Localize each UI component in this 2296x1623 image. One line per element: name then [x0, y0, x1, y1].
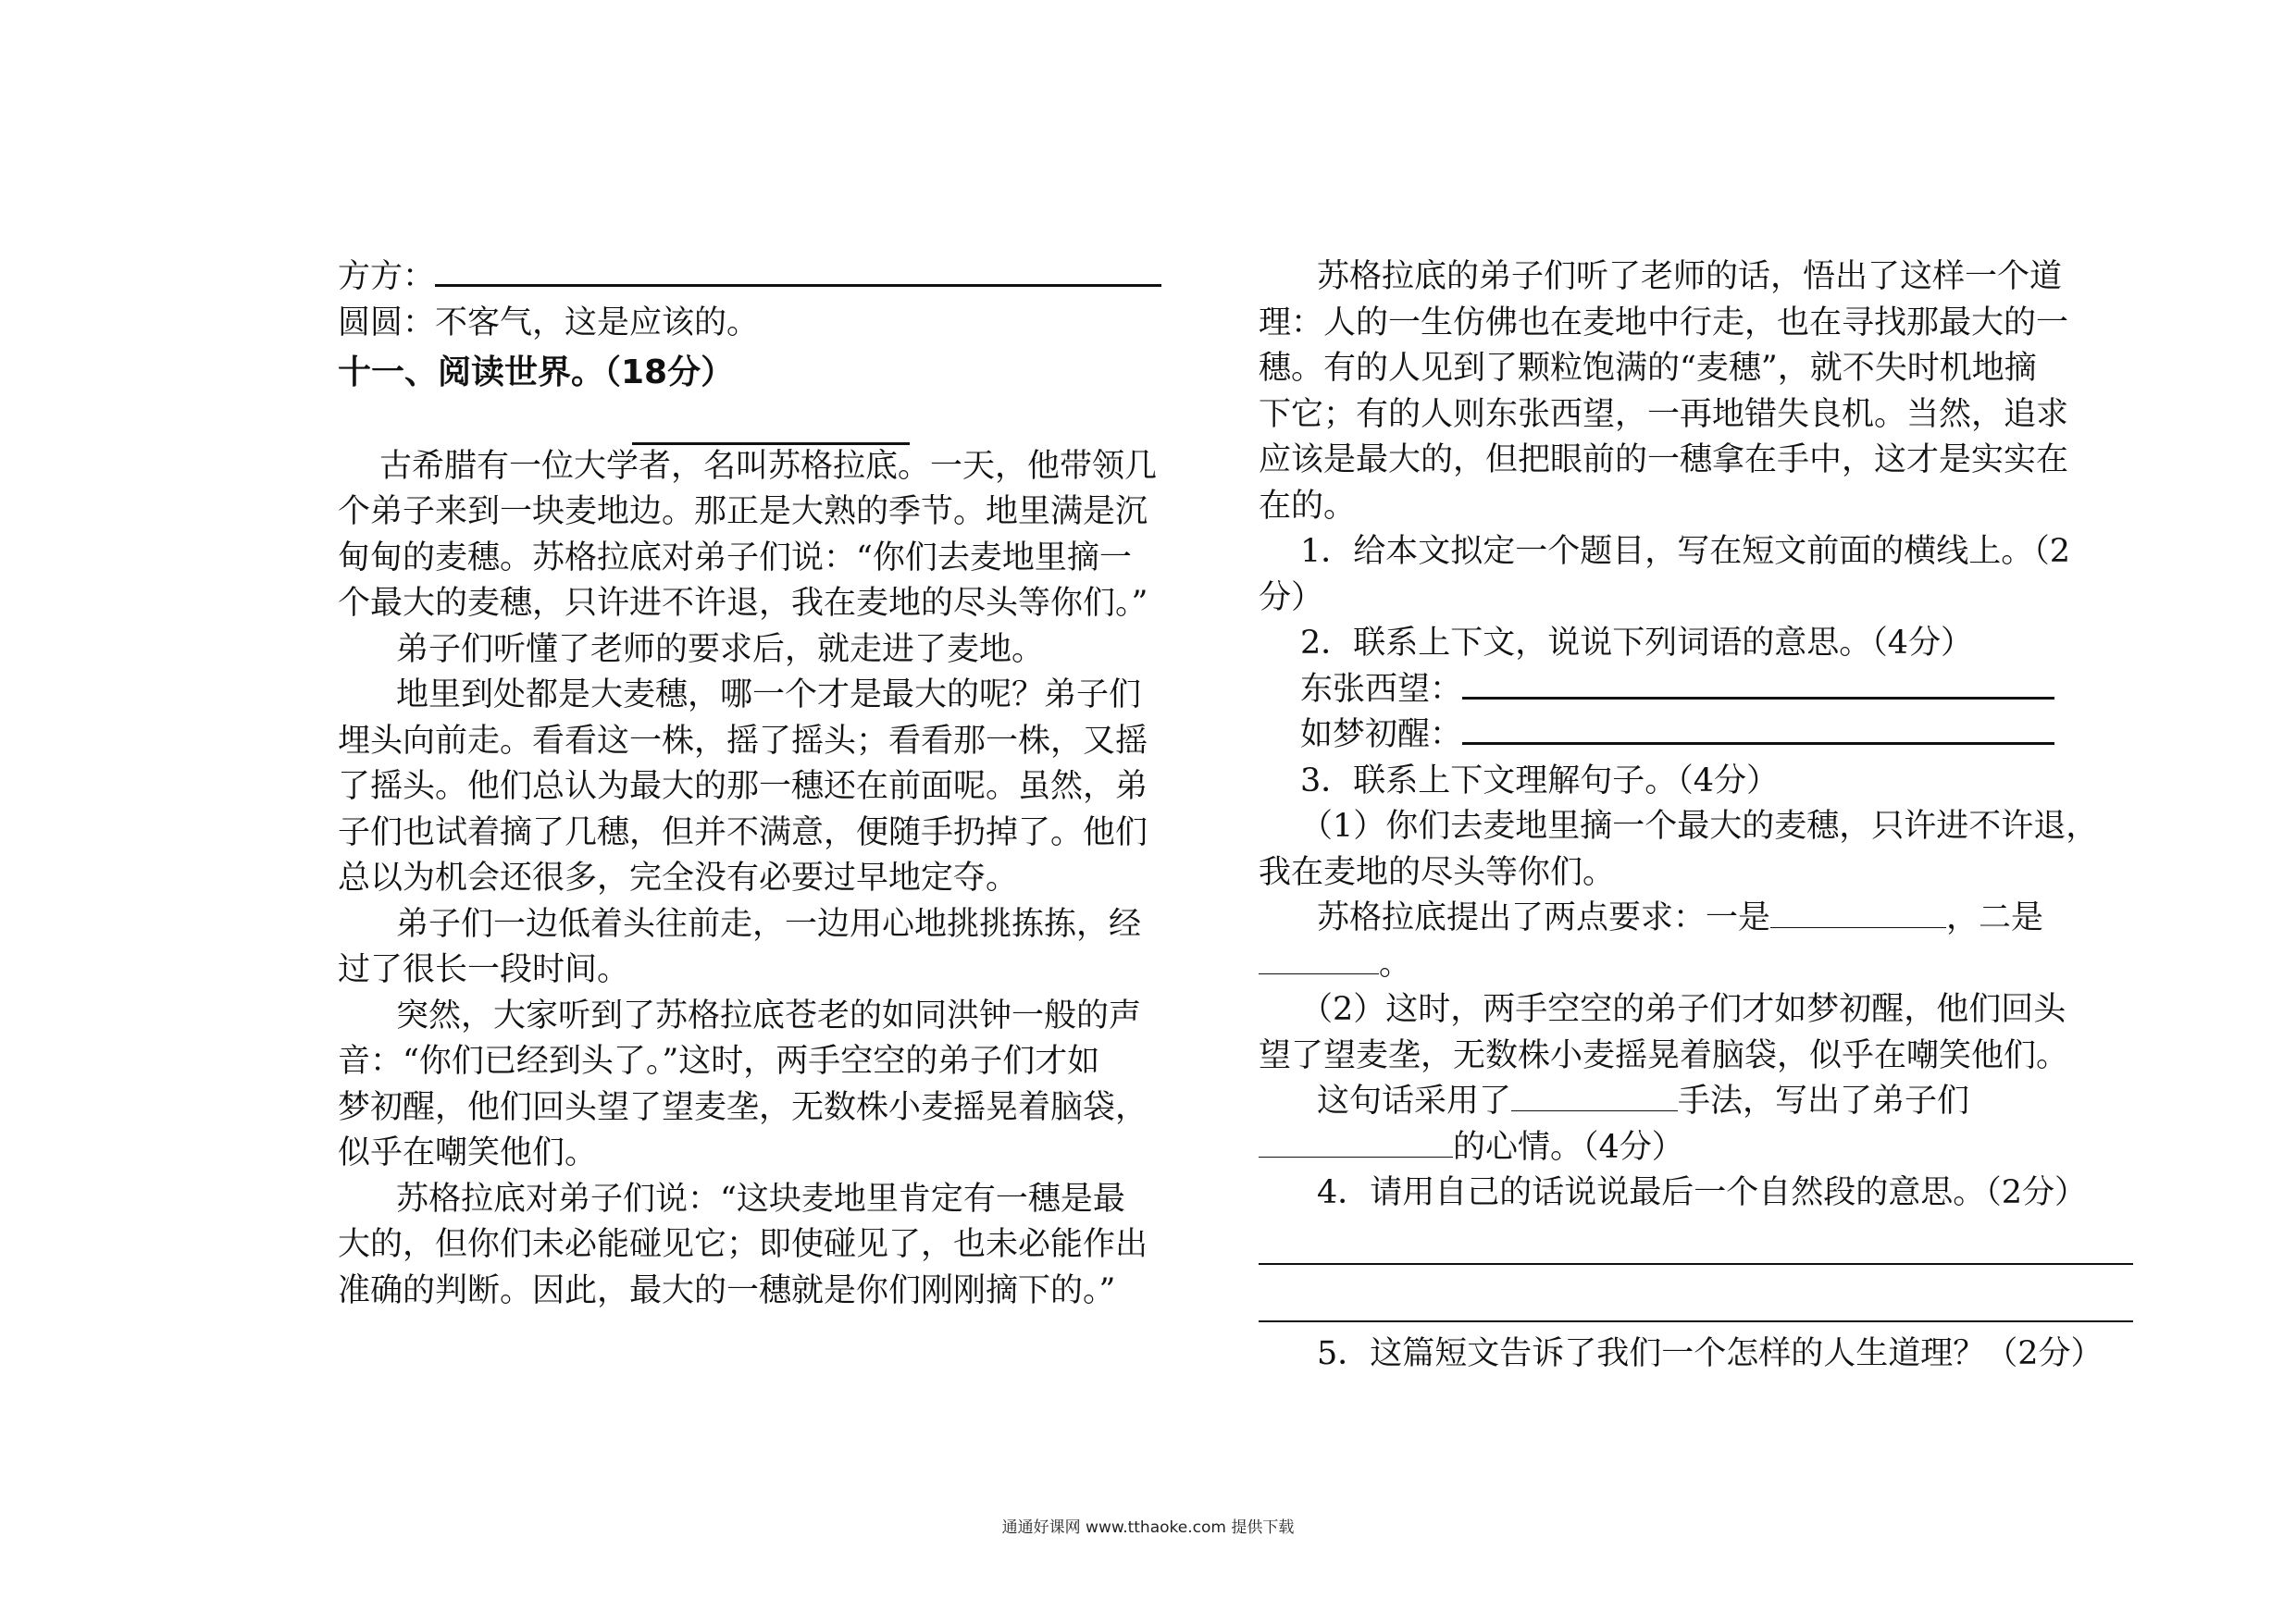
question-4: 4．请用自己的话说说最后一个自然段的意思。（2分） [1317, 1174, 2088, 1211]
requirement-blank-1[interactable] [1770, 899, 1946, 928]
word-label: 如梦初醒： [1300, 716, 1463, 753]
word-meaning-blank-1[interactable] [1462, 669, 2054, 700]
passage-line: 地里到处都是大麦穗，哪一个才是最大的呢？弟子们 [396, 676, 1142, 713]
dialog-answer-blank[interactable] [435, 256, 1161, 287]
passage-line: 苏格拉底的弟子们听了老师的话，悟出了这样一个道 [1317, 258, 2063, 295]
question-1: 1．给本文拟定一个题目，写在短文前面的横线上。（2 [1300, 533, 2071, 570]
passage-line: 突然，大家听到了苏格拉底苍老的如同洪钟一般的声 [396, 997, 1142, 1035]
word-label: 东张西望： [1300, 670, 1463, 708]
question-3-2: （2）这时，两手空空的弟子们才如梦初醒，他们回头 [1300, 991, 2066, 1028]
question-4-answer-line-2[interactable] [1259, 1274, 2133, 1332]
passage-line: 在的。 [1259, 487, 1357, 525]
question-3-1-cont: 我在麦地的尽头等你们。 [1259, 853, 1616, 891]
passage-line: 穗。有的人见到了颗粒饱满的“麦穗”，就不失时机地摘 [1259, 350, 2037, 387]
word-meaning-blank-2[interactable] [1462, 714, 2054, 745]
fill-text: 。 [1379, 945, 1412, 983]
passage-line: 弟子们听懂了老师的要求后，就走进了麦地。 [396, 630, 1045, 668]
question-2-word-1 [1259, 667, 2133, 713]
passage-line: 子们也试着摘了几穗，但并不满意，便随手扔掉了。他们 [338, 813, 1148, 851]
dialog-text: 不客气，这是应该的。 [435, 304, 760, 341]
passage-line: 大的，但你们未必能碰见它；即使碰见了，也未必能作出 [338, 1226, 1148, 1263]
question-3-2-fill-cont [1259, 1125, 2133, 1171]
passage-line: 苏格拉底对弟子们说：“这块麦地里肯定有一穗是最 [396, 1180, 1125, 1218]
passage-line: 总以为机会还很多，完全没有必要过早地定夺。 [338, 860, 1019, 897]
passage-line: 甸甸的麦穗。苏格拉底对弟子们说：“你们去麦地里摘一 [338, 539, 1132, 576]
question-2: 2．联系上下文，说说下列词语的意思。（4分） [1300, 625, 1974, 662]
footer-source: 通通好课网 www.tthaoke.com 提供下载 [1001, 1518, 1295, 1537]
technique-blank[interactable] [1511, 1083, 1678, 1111]
question-3: 3．联系上下文理解句子。（4分） [1300, 762, 1780, 799]
question-3-1-fill-cont [1259, 942, 2133, 988]
fill-text: 这句话采用了 [1317, 1083, 1512, 1120]
question-3-2-fill [1259, 1079, 2133, 1125]
passage-title-blank[interactable] [338, 407, 1212, 444]
passage-line: 下它；有的人则东张西望，一再地错失良机。当然，追求 [1259, 395, 2069, 433]
question-2-word-2 [1259, 712, 2133, 759]
mood-blank[interactable] [1259, 1129, 1453, 1158]
question-3-2-cont: 望了望麦垄，无数株小麦摇晃着脑袋，似乎在嘲笑他们。 [1259, 1036, 2069, 1074]
fill-text: 手法，写出了弟子们 [1678, 1083, 1970, 1120]
passage-line: 音：“你们已经到头了。”这时，两手空空的弟子们才如 [338, 1043, 1100, 1080]
passage-line: 准确的判断。因此，最大的一穗就是你们刚刚摘下的。” [338, 1271, 1116, 1309]
question-4-answer-line-1[interactable] [1259, 1217, 2133, 1274]
left-column [338, 254, 1212, 1314]
dialog-line-fangfang [338, 254, 1212, 301]
section-heading: 十一、阅读世界。（18分） [338, 353, 735, 391]
passage-line: 古希腊有一位大学者，名叫苏格拉底。一天，他带领几 [379, 447, 1158, 485]
question-1-cont: 分） [1259, 578, 1324, 616]
fill-text: 苏格拉底提出了两点要求：一是 [1317, 899, 1771, 936]
dialog-line-yuanyuan [338, 301, 1212, 347]
question-5: 5．这篇短文告诉了我们一个怎样的人生道理？（2分） [1317, 1334, 2104, 1372]
passage-line: 了摇头。他们总认为最大的那一穗还在前面呢。虽然，弟 [338, 768, 1148, 805]
passage-line: 梦初醒，他们回头望了望麦垄，无数株小麦摇晃着脑袋， [338, 1088, 1148, 1126]
question-3-1-fill [1259, 896, 2133, 942]
passage-line: 过了很长一段时间。 [338, 951, 630, 988]
dialog-speaker: 圆圆： [338, 304, 436, 341]
passage-line: 个最大的麦穗，只许进不许退，我在麦地的尽头等你们。” [338, 585, 1148, 622]
fill-text: ，二是 [1946, 899, 2044, 936]
passage-line: 理：人的一生仿佛也在麦地中行走，也在寻找那最大的一 [1259, 304, 2069, 341]
passage-line: 个弟子来到一块麦地边。那正是大熟的季节。地里满是沉 [338, 493, 1148, 530]
question-3-1: （1）你们去麦地里摘一个最大的麦穗，只许进不许退， [1300, 808, 2099, 845]
dialog-speaker: 方方： [338, 258, 436, 295]
passage-line: 似乎在嘲笑他们。 [338, 1134, 598, 1171]
fill-text: 的心情。（4分） [1453, 1128, 1684, 1166]
passage-line: 埋头向前走。看看这一株，摇了摇头；看看那一株，又摇 [338, 722, 1148, 760]
passage-line: 应该是最大的，但把眼前的一穗拿在手中，这才是实实在 [1259, 441, 2069, 478]
requirement-blank-2[interactable] [1259, 946, 1379, 974]
passage-line: 弟子们一边低着头往前走，一边用心地挑挑拣拣，经 [396, 905, 1142, 943]
right-column [1259, 254, 2133, 1377]
